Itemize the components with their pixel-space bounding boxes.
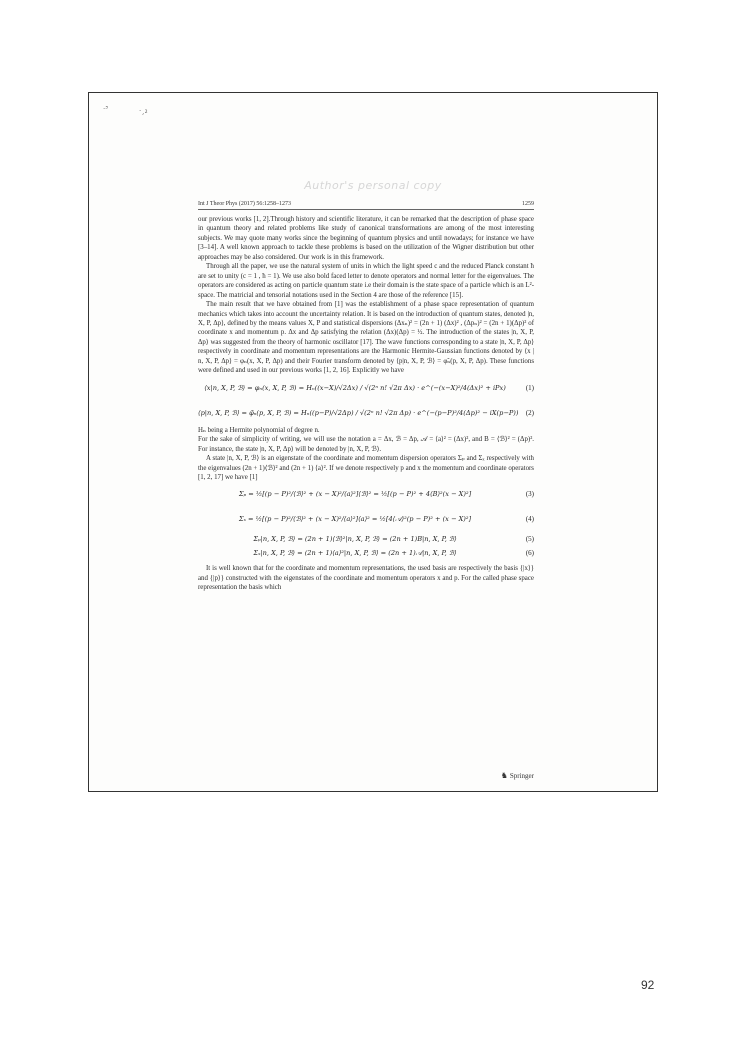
page-number: 92 <box>641 978 655 992</box>
equation-body: Σₚ = ½[(p − P)²/⟨ℬ⟩² + (x − X)²/⟨a⟩²]⟨ℬ⟩² = ½[(p − P)² + 4⟨B⟩²(x − X)²] <box>238 490 472 499</box>
article-page <box>198 201 534 780</box>
watermark: Author's personal copy <box>304 179 442 192</box>
scanned-page-frame <box>88 92 658 792</box>
paragraph: It is well known that for the coordinate and momentum representations, the used basis are respectively the basis {|x⟩} and {|p⟩} constructed with the eigenstates of the coordinate and momentum operators x and p. For the called phase space representation the basis which <box>198 565 534 592</box>
paragraph: Through all the paper, we use the natural system of units in which the light speed c and the reduced Planck constant ħ are set to unity (c = 1 , ħ = 1). We use also bold faced letter to denote operators and normal letter for the eigenvalues. The operators are considered as acting on particle quantum state i.e their domain is the state space of a particle which is an L²-space. The matricial and tensorial notations used in the Section 4 are those of the reference [15]. <box>198 263 534 299</box>
equation-number: (3) <box>525 490 534 499</box>
equation-2 <box>198 401 534 426</box>
equation-body: ⟨x|n, X, P, ℬ⟩ = φₙ(x, X, P, ℬ) = Hₙ((x−X)/√2Δx) / √(2ⁿ n! √2π Δx) · e^(−(x−X)²/4(Δx)² + iPx) <box>204 383 506 392</box>
article-page-number: 1259 <box>522 201 534 207</box>
equation-4 <box>198 507 534 532</box>
equation-6 <box>198 546 534 560</box>
equation-5 <box>198 532 534 546</box>
running-head <box>198 201 534 210</box>
equation-body: Σₚ|n, X, P, ℬ⟩ = (2n + 1)⟨ℬ⟩²|n, X, P, ℬ⟩ = (2n + 1)B|n, X, P, ℬ⟩ <box>253 535 457 544</box>
equation-number: (2) <box>525 408 534 417</box>
paragraph: A state |n, X, P, ℬ⟩ is an eigenstate of the coordinate and momentum dispersion operators Σₚ and Σₓ respectively with the eigenvalues (2n + 1)⟨ℬ⟩² and (2n + 1) ⟨a⟩². If we denote respectively p and x the momentum and coordinate operators [1, 2, 17] we have [1] <box>198 455 534 481</box>
equation-number: (5) <box>525 535 534 544</box>
paragraph: The main result that we have obtained from [1] was the establishment of a phase space representation of quantum mechanics which takes into account the uncertainty relation. It is based on the introduction of quantum states, denoted |n, X, P, Δp⟩, defined by the means values X, P and statistical dispersions (Δxₙ)² = (2n + 1) (Δx)² , (Δpₙ)² = (2n + 1)(Δp)² of coordinate x and momentum p. Δx and Δp satisfying the relation (Δx)(Δp) = ½. The introduction of the states |n, X, P, Δp⟩ was suggested from the theory of harmonic oscillator [17]. The wave functions corresponding to a state |n, X, P, Δp⟩ respectively in coordinate and momentum representations are the Harmonic Hermite-Gaussian functions denoted by ⟨x | n, X, P, Δp⟩ = φₙ(x, X, P, Δp) and their Fourier transform denoted by ⟨p|n, X, P, ℬ⟩ = φ̃ₙ(p, X, P, Δp). These functions were defined and used in our previous works [1, 2, 16]. Explicitly we have <box>198 301 534 375</box>
paragraph: our previous works [1, 2].Through history and scientific literature, it can be remarked that the description of phase space in quantum theory and related problems like study of canonical transformations are among of the most interesting subjects. We may quote many works since the beginning of quantum physics and until nowadays; for instance we have [3–14]. A well known approach to tackle these problems is based on the utilization of the Wigner distribution but other approaches may be also considered. Our work is in this framework. <box>198 216 534 261</box>
equation-number: (1) <box>525 383 534 392</box>
scan-speck: ·¸₂ <box>139 107 148 115</box>
equation-number: (4) <box>525 515 534 524</box>
equation-number: (6) <box>525 549 534 558</box>
scan-speck: ·³ <box>103 105 109 113</box>
publisher-logo <box>501 771 534 780</box>
equation-body: Σₓ = ½[(p − P)²/⟨ℬ⟩² + (x − X)²/⟨a⟩²]⟨a⟩² = ½[4⟨𝒜⟩²(p − P)² + (x − X)²] <box>238 515 472 524</box>
equation-body: Σₓ|n, X, P, ℬ⟩ = (2n + 1)⟨a⟩²|n, X, P, ℬ⟩ = (2n + 1)𝒜|n, X, P, ℬ⟩ <box>253 549 457 558</box>
equation-body: ⟨p|n, X, P, ℬ⟩ = φ̃ₙ(p, X, P, ℬ) = Hₙ((p−P)/√2Δp) / √(2ⁿ n! √2π Δp) · e^(−(p−P)²/4(Δp)² − iX(p−P)) <box>198 408 519 417</box>
journal-reference: Int J Theor Phys (2017) 56:1258–1273 <box>198 201 292 207</box>
equation-1 <box>198 376 534 401</box>
publisher-name: Springer <box>509 771 534 780</box>
springer-horse-icon: ♞ <box>500 771 508 780</box>
paragraph: Hₙ being a Hermite polynomial of degree n. <box>198 426 320 434</box>
paragraph: For the sake of simplicity of writing, we will use the notation a = Δx, ℬ = Δp, 𝒜 = ⟨a⟩² = (Δx)², and B = ⟨ℬ⟩² = (Δp)². For instance, the state |n, X, P, Δp⟩ will be denoted by |n, X, P, ℬ⟩. <box>198 436 534 453</box>
equation-3 <box>198 482 534 507</box>
